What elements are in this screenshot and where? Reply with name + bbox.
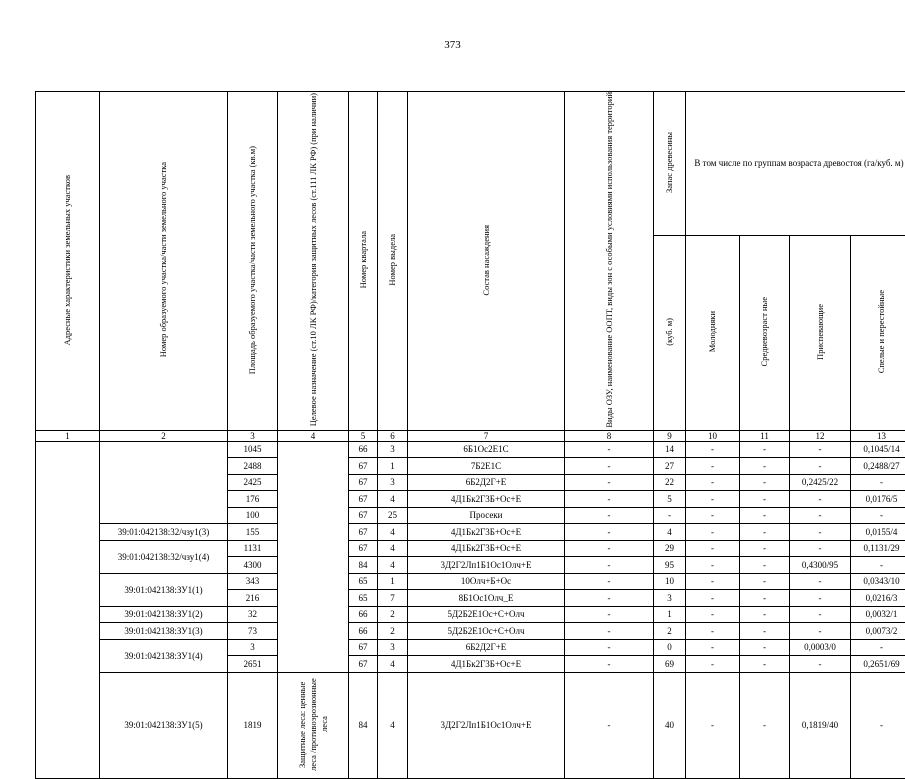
maturing-cell: -	[790, 524, 851, 541]
table-row	[36, 623, 905, 640]
middle-cell: -	[740, 524, 790, 541]
stock-cell: 5	[654, 491, 686, 508]
young-cell: -	[686, 491, 740, 508]
young-cell: -	[686, 507, 740, 524]
stock-cell: 3	[654, 590, 686, 607]
allotment-cell: 3	[378, 474, 408, 491]
young-cell: -	[686, 590, 740, 607]
mature-cell: -	[851, 639, 905, 656]
col-num: 6	[378, 430, 408, 441]
ozu-cell: -	[565, 606, 654, 623]
composition-cell: 5Д2Б2Е1Ос+С+Олч	[408, 606, 565, 623]
quarter-cell: 67	[349, 639, 378, 656]
middle-cell: -	[740, 639, 790, 656]
allotment-cell: 4	[378, 491, 408, 508]
maturing-cell: 0,1819/40	[790, 672, 851, 778]
header-ozu: Виды ОЗУ, наименование ООПТ, виды зон с особыми условиями использования территорий	[565, 92, 654, 431]
quarter-cell: 67	[349, 540, 378, 557]
table-row	[36, 573, 905, 590]
mature-cell: -	[851, 672, 905, 778]
middle-cell: -	[740, 540, 790, 557]
ozu-cell: -	[565, 491, 654, 508]
maturing-cell: -	[790, 540, 851, 557]
allotment-cell: 3	[378, 441, 408, 458]
table-row	[36, 540, 905, 557]
header-quarter: Номер квартала	[349, 92, 378, 431]
area-cell: 176	[228, 491, 278, 508]
allotment-cell: 4	[378, 524, 408, 541]
quarter-cell: 66	[349, 623, 378, 640]
mature-cell: 0,0155/4	[851, 524, 905, 541]
purpose-cell: Защитные леса: ценные леса /противоэрозионные леса	[278, 672, 349, 778]
composition-cell: 7Б2Е1С	[408, 458, 565, 475]
maturing-cell: -	[790, 656, 851, 673]
composition-cell: 3Д2Г2Лп1Б1Ос1Олч+Е	[408, 672, 565, 778]
header-area: Площадь образуемого участка/части земельного участка (кв.м)	[228, 92, 278, 431]
area-cell: 2425	[228, 474, 278, 491]
young-cell: -	[686, 557, 740, 574]
composition-cell: 5Д2Б2Е1Ос+С+Олч	[408, 623, 565, 640]
young-cell: -	[686, 606, 740, 623]
quarter-cell: 67	[349, 458, 378, 475]
young-cell: -	[686, 639, 740, 656]
allotment-cell: 4	[378, 557, 408, 574]
area-cell: 1819	[228, 672, 278, 778]
ozu-cell: -	[565, 474, 654, 491]
area-cell: 2488	[228, 458, 278, 475]
parcel-cell: 39:01:042138:ЗУ1(4)	[100, 639, 228, 672]
young-cell: -	[686, 672, 740, 778]
ozu-cell: -	[565, 590, 654, 607]
header-composition: Состав насаждения	[408, 92, 565, 431]
stock-cell: 27	[654, 458, 686, 475]
parcel-cell: 39:01:042138:32/чзу1(3)	[100, 524, 228, 541]
allotment-cell: 4	[378, 656, 408, 673]
quarter-cell: 67	[349, 491, 378, 508]
ozu-cell: -	[565, 623, 654, 640]
maturing-cell: -	[790, 623, 851, 640]
composition-cell: 10Олч+Б+Ос	[408, 573, 565, 590]
young-cell: -	[686, 623, 740, 640]
ozu-cell: -	[565, 524, 654, 541]
ozu-cell: -	[565, 441, 654, 458]
col-num: 13	[851, 430, 905, 441]
composition-cell: 8Б1Ос1Олч_Е	[408, 590, 565, 607]
young-cell: -	[686, 656, 740, 673]
ozu-cell: -	[565, 557, 654, 574]
stock-cell: 0	[654, 639, 686, 656]
mature-cell: 0,0073/2	[851, 623, 905, 640]
allotment-cell: 3	[378, 639, 408, 656]
composition-cell: 4Д1Бк2Г3Б+Ос+Е	[408, 656, 565, 673]
table-row	[36, 524, 905, 541]
allotment-cell: 25	[378, 507, 408, 524]
header-mature: Спелые и перестойные	[851, 236, 905, 430]
forest-table	[35, 91, 905, 779]
maturing-cell: -	[790, 507, 851, 524]
col-num: 12	[790, 430, 851, 441]
stock-cell: 29	[654, 540, 686, 557]
ozu-cell: -	[565, 656, 654, 673]
area-cell: 73	[228, 623, 278, 640]
maturing-cell: -	[790, 458, 851, 475]
area-cell: 4300	[228, 557, 278, 574]
table-row	[36, 441, 905, 458]
middle-cell: -	[740, 474, 790, 491]
col-num: 4	[278, 430, 349, 441]
middle-cell: -	[740, 623, 790, 640]
col-num: 5	[349, 430, 378, 441]
middle-cell: -	[740, 656, 790, 673]
stock-cell: 40	[654, 672, 686, 778]
young-cell: -	[686, 474, 740, 491]
maturing-cell: -	[790, 590, 851, 607]
quarter-cell: 66	[349, 606, 378, 623]
quarter-cell: 67	[349, 474, 378, 491]
mature-cell: 0,0032/1	[851, 606, 905, 623]
area-cell: 32	[228, 606, 278, 623]
middle-cell: -	[740, 606, 790, 623]
ozu-cell: -	[565, 672, 654, 778]
mature-cell: -	[851, 474, 905, 491]
young-cell: -	[686, 441, 740, 458]
col-num: 9	[654, 430, 686, 441]
col-num: 2	[100, 430, 228, 441]
composition-cell: 4Д1Бк2Г3Б+Ос+Е	[408, 540, 565, 557]
young-cell: -	[686, 573, 740, 590]
header-age-groups: В том числе по группам возраста древостоя (га/куб. м)	[686, 92, 905, 236]
composition-cell: 4Д1Бк2Г3Б+Ос+Е	[408, 524, 565, 541]
page-number: 373	[0, 39, 905, 51]
maturing-cell: -	[790, 491, 851, 508]
middle-cell: -	[740, 672, 790, 778]
mature-cell: 0,2488/27	[851, 458, 905, 475]
maturing-cell: 0,2425/22	[790, 474, 851, 491]
composition-cell: 4Д1Бк2Г3Б+Ос+Е	[408, 491, 565, 508]
parcel-cell: 39:01:042138:ЗУ1(5)	[100, 672, 228, 778]
stock-cell: -	[654, 507, 686, 524]
area-cell: 1131	[228, 540, 278, 557]
parcel-cell: 39:01:042138:ЗУ1(3)	[100, 623, 228, 640]
stock-cell: 4	[654, 524, 686, 541]
young-cell: -	[686, 524, 740, 541]
stock-cell: 2	[654, 623, 686, 640]
middle-cell: -	[740, 507, 790, 524]
maturing-cell: 0,0003/0	[790, 639, 851, 656]
ozu-cell: -	[565, 639, 654, 656]
mature-cell: 0,1045/14	[851, 441, 905, 458]
table-row	[36, 672, 905, 778]
address-cell	[36, 441, 100, 778]
purpose-cell	[278, 441, 349, 672]
header-young: Молодняки	[686, 236, 740, 430]
col-num: 1	[36, 430, 100, 441]
composition-cell: 6Б2Д2Г+Е	[408, 639, 565, 656]
table-row	[36, 639, 905, 656]
stock-cell: 95	[654, 557, 686, 574]
quarter-cell: 65	[349, 573, 378, 590]
header-stock: Запас древесины	[654, 92, 686, 236]
allotment-cell: 1	[378, 458, 408, 475]
stock-cell: 69	[654, 656, 686, 673]
composition-cell: 6Б1Ос2Е1С	[408, 441, 565, 458]
area-cell: 216	[228, 590, 278, 607]
middle-cell: -	[740, 491, 790, 508]
area-cell: 100	[228, 507, 278, 524]
young-cell: -	[686, 458, 740, 475]
middle-cell: -	[740, 590, 790, 607]
col-num: 11	[740, 430, 790, 441]
allotment-cell: 4	[378, 672, 408, 778]
quarter-cell: 67	[349, 507, 378, 524]
parcel-cell: 39:01:042138:ЗУ1(2)	[100, 606, 228, 623]
area-cell: 1045	[228, 441, 278, 458]
stock-cell: 22	[654, 474, 686, 491]
quarter-cell: 84	[349, 557, 378, 574]
stock-cell: 1	[654, 606, 686, 623]
ozu-cell: -	[565, 507, 654, 524]
parcel-cell: 39:01:042138:32/чзу1(4)	[100, 540, 228, 573]
mature-cell: 0,0216/3	[851, 590, 905, 607]
area-cell: 155	[228, 524, 278, 541]
allotment-cell: 2	[378, 606, 408, 623]
col-num: 7	[408, 430, 565, 441]
maturing-cell: -	[790, 573, 851, 590]
header-maturing: Приспевающие	[790, 236, 851, 430]
allotment-cell: 7	[378, 590, 408, 607]
col-num: 3	[228, 430, 278, 441]
header-stock-unit: (куб. м)	[654, 236, 686, 430]
table-row	[36, 606, 905, 623]
area-cell: 3	[228, 639, 278, 656]
parcel-cell	[100, 441, 228, 524]
mature-cell: 0,2651/69	[851, 656, 905, 673]
parcel-cell: 39:01:042138:ЗУ1(1)	[100, 573, 228, 606]
header-parcel-number: Номер образуемого участка/части земельного участка	[100, 92, 228, 431]
quarter-cell: 65	[349, 590, 378, 607]
stock-cell: 14	[654, 441, 686, 458]
maturing-cell: -	[790, 441, 851, 458]
quarter-cell: 67	[349, 656, 378, 673]
maturing-cell: 0,4300/95	[790, 557, 851, 574]
mature-cell: 0,1131/29	[851, 540, 905, 557]
composition-cell: 6Б2Д2Г+Е	[408, 474, 565, 491]
allotment-cell: 1	[378, 573, 408, 590]
mature-cell: -	[851, 507, 905, 524]
area-cell: 343	[228, 573, 278, 590]
header-purpose: Целевое назначение (ст.10 ЛК РФ)/категория защитных лесов (ст.111 ЛК РФ) (при наличии)	[278, 92, 349, 431]
col-num: 10	[686, 430, 740, 441]
middle-cell: -	[740, 557, 790, 574]
ozu-cell: -	[565, 573, 654, 590]
header-address: Адресные характеристики земельных участков	[36, 92, 100, 431]
quarter-cell: 66	[349, 441, 378, 458]
header-allotment: Номер выдела	[378, 92, 408, 431]
mature-cell: -	[851, 557, 905, 574]
ozu-cell: -	[565, 458, 654, 475]
stock-cell: 10	[654, 573, 686, 590]
composition-cell: 3Д2Г2Лп1Б1Ос1Олч+Е	[408, 557, 565, 574]
composition-cell: Просеки	[408, 507, 565, 524]
area-cell: 2651	[228, 656, 278, 673]
maturing-cell: -	[790, 606, 851, 623]
quarter-cell: 67	[349, 524, 378, 541]
allotment-cell: 2	[378, 623, 408, 640]
allotment-cell: 4	[378, 540, 408, 557]
header-middle-aged: Средневозраст ные	[740, 236, 790, 430]
young-cell: -	[686, 540, 740, 557]
mature-cell: 0,0343/10	[851, 573, 905, 590]
mature-cell: 0,0176/5	[851, 491, 905, 508]
column-numbers-row	[36, 430, 905, 441]
col-num: 8	[565, 430, 654, 441]
middle-cell: -	[740, 458, 790, 475]
ozu-cell: -	[565, 540, 654, 557]
middle-cell: -	[740, 573, 790, 590]
middle-cell: -	[740, 441, 790, 458]
quarter-cell: 84	[349, 672, 378, 778]
